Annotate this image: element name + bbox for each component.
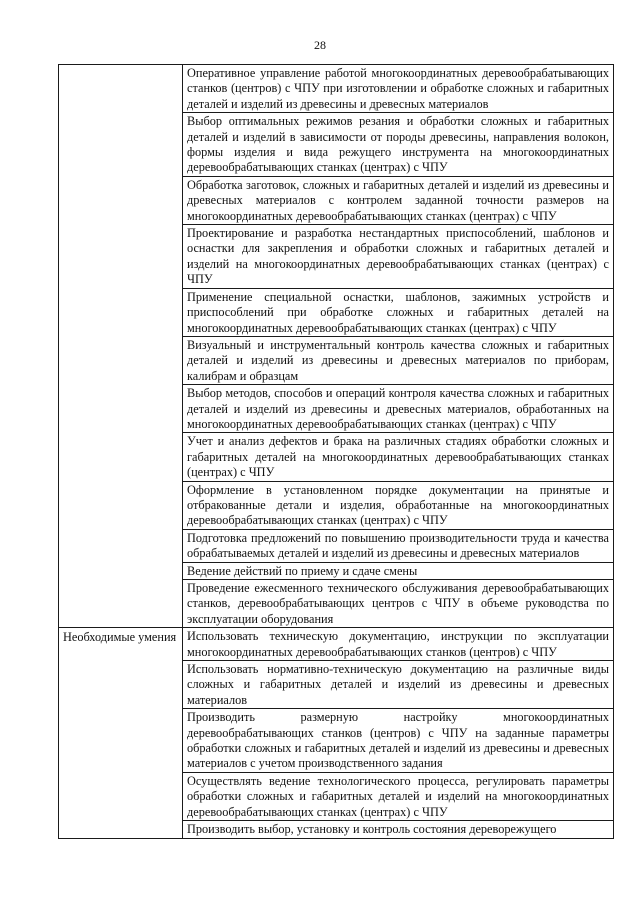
list-item: Выбор оптимальных режимов резания и обработки сложных и габаритных деталей и изделий в зависимости от породы древесины, направления волокон, формы изделия и вида режущего инструмента на многокоординатных деревообрабатывающих станках (центрах) с ЧПУ bbox=[183, 112, 613, 176]
row-content-cell bbox=[183, 628, 614, 839]
list-item: Ведение действий по приему и сдаче смены bbox=[183, 562, 613, 579]
list-item: Применение специальной оснастки, шаблонов, зажимных устройств и приспособлений при обработке сложных и габаритных деталей на многокоординатных деревообрабатывающих станках (центрах) с ЧПУ bbox=[183, 288, 613, 336]
list-item: Оформление в установленном порядке документации на принятые и отбракованные детали и изделия, обработанные на многокоординатных деревообрабатывающих станках (центрах) с ЧПУ bbox=[183, 481, 613, 529]
row-label-cell bbox=[59, 628, 183, 839]
list-item: Оперативное управление работой многокоординатных деревообрабатывающих станков (центров) с ЧПУ при изготовлении и обработке сложных и габаритных деталей и изделий из древесины и древесных материалов bbox=[187, 66, 609, 111]
list-item: Обработка заготовок, сложных и габаритных деталей и изделий из древесины и древесных материалов с контролем заданной точности размеров на многокоординатных деревообрабатывающих станках (центрах) с ЧПУ bbox=[183, 176, 613, 224]
table-row bbox=[59, 628, 614, 839]
list-item: Использовать нормативно-техническую документацию на различные виды сложных и габаритных деталей и изделий из древесины и древесных материалов bbox=[183, 660, 613, 708]
row-label: Необходимые умения bbox=[63, 630, 177, 645]
page-number: 28 bbox=[314, 38, 326, 52]
list-item: Проведение ежесменного технического обслуживания деревообрабатывающих станков, деревообрабатывающих центров с ЧПУ в объеме руководства по эксплуатации оборудования bbox=[183, 579, 613, 627]
table-row bbox=[59, 65, 614, 628]
list-item: Проектирование и разработка нестандартных приспособлений, шаблонов и оснастки для закрепления и обработки сложных и габаритных деталей и изделий на многокоординатных деревообрабатывающих станках (центрах) с ЧПУ bbox=[183, 224, 613, 288]
list-item: Выбор методов, способов и операций контроля качества сложных и габаритных деталей и изделий из древесины и древесных материалов, обработанных на многокоординатных деревообрабатывающих станках (центрах) с ЧПУ bbox=[183, 384, 613, 432]
row-label bbox=[59, 65, 182, 67]
row-content-cell bbox=[183, 65, 614, 628]
list-item: Визуальный и инструментальный контроль качества сложных и габаритных деталей и изделий из древесины и древесных материалов по приборам, калибрам и образцам bbox=[183, 336, 613, 384]
row-label-cell bbox=[59, 65, 183, 628]
list-item: Производить выбор, установку и контроль состояния дереворежущего bbox=[183, 820, 613, 838]
list-item: Подготовка предложений по повышению производительности труда и качества обрабатываемых деталей и изделий из древесины и древесных материалов bbox=[183, 529, 613, 562]
list-item: Производить размерную настройку многокоординатных деревообрабатывающих станков (центров) с ЧПУ на заданные параметры обработки сложных и габаритных деталей и изделий из древесины и древесных материалов с учетом производственного задания bbox=[183, 708, 613, 772]
list-item: Осуществлять ведение технологического процесса, регулировать параметры обработки сложных и габаритных деталей и изделий на многокоординатных деревообрабатывающих станках (центрах) с ЧПУ bbox=[183, 772, 613, 820]
list-item: Учет и анализ дефектов и брака на различных стадиях обработки сложных и габаритных деталей на многокоординатных деревообрабатывающих станках (центрах) с ЧПУ bbox=[183, 432, 613, 480]
list-item: Использовать техническую документацию, инструкции по эксплуатации многокоординатных деревообрабатывающих станков (центров) с ЧПУ bbox=[187, 629, 609, 659]
competency-table bbox=[58, 64, 614, 839]
